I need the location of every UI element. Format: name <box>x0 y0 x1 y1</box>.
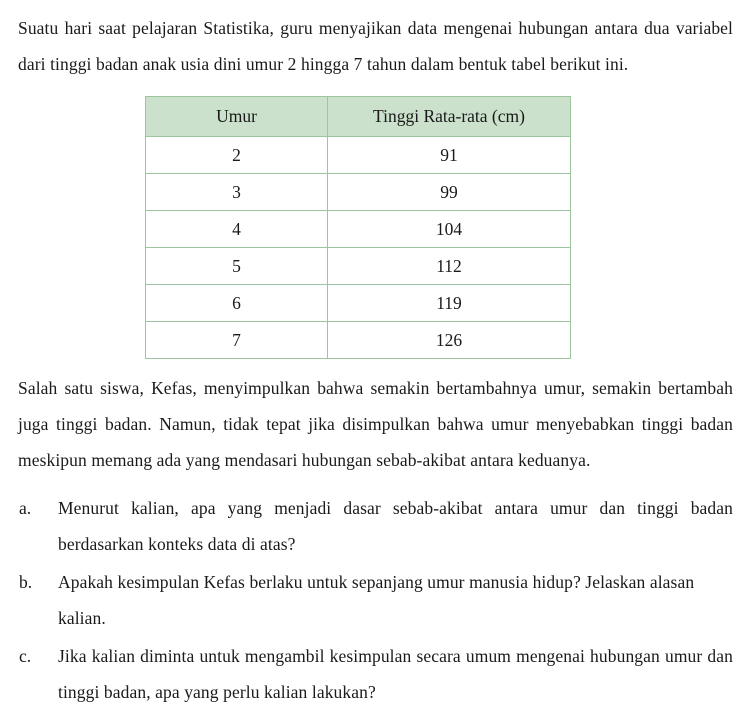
list-item-text-c: Jika kalian diminta untuk mengambil kesimpulan secara umum mengenai hubungan umur dan tinggi badan, apa yang perlu kalian lakukan? <box>58 646 733 702</box>
cell-tinggi: 112 <box>328 248 571 285</box>
table-body <box>146 137 571 359</box>
column-header-umur: Umur <box>146 97 328 137</box>
column-header-tinggi-rata-rata: Tinggi Rata-rata (cm) <box>328 97 571 137</box>
table-row <box>146 174 571 211</box>
cell-tinggi: 104 <box>328 211 571 248</box>
list-item-marker-b: b. <box>19 572 33 592</box>
cell-umur: 2 <box>146 137 328 174</box>
table-header-row <box>146 97 571 137</box>
cell-umur: 5 <box>146 248 328 285</box>
cell-tinggi: 126 <box>328 322 571 359</box>
list-item <box>18 638 733 710</box>
table-row <box>146 137 571 174</box>
cell-umur: 4 <box>146 211 328 248</box>
question-list <box>18 490 733 710</box>
data-table-wrapper <box>18 96 733 359</box>
list-item <box>18 564 733 636</box>
intro-paragraph: Suatu hari saat pelajaran Statistika, guru menyajikan data mengenai hubungan antara dua variabel dari tinggi badan anak usia dini umur 2 hingga 7 tahun dalam bentuk tabel berikut ini. <box>18 18 733 74</box>
list-item-text-b: Apakah kesimpulan Kefas berlaku untuk sepanjang umur manusia hidup? Jelaskan alasan kalian. <box>58 572 695 628</box>
table-header <box>146 97 571 137</box>
cell-tinggi: 119 <box>328 285 571 322</box>
table-row <box>146 285 571 322</box>
cell-umur: 7 <box>146 322 328 359</box>
table-row <box>146 322 571 359</box>
table-row <box>146 248 571 285</box>
cell-tinggi: 91 <box>328 137 571 174</box>
cell-umur: 6 <box>146 285 328 322</box>
cell-umur: 3 <box>146 174 328 211</box>
height-by-age-table <box>145 96 571 359</box>
list-item <box>18 490 733 562</box>
list-item-text-a: Menurut kalian, apa yang menjadi dasar sebab-akibat antara umur dan tinggi badan berdasarkan konteks data di atas? <box>58 498 733 554</box>
table-row <box>146 211 571 248</box>
cell-tinggi: 99 <box>328 174 571 211</box>
list-item-marker-a: a. <box>19 498 32 518</box>
middle-paragraph: Salah satu siswa, Kefas, menyimpulkan bahwa semakin bertambahnya umur, semakin bertambah juga tinggi badan. Namun, tidak tepat jika disimpulkan bahwa umur menyebabkan tinggi badan meskipun memang ada yang mendasari hubungan sebab-akibat antara keduanya. <box>18 378 733 470</box>
list-item-marker-c: c. <box>19 646 32 666</box>
